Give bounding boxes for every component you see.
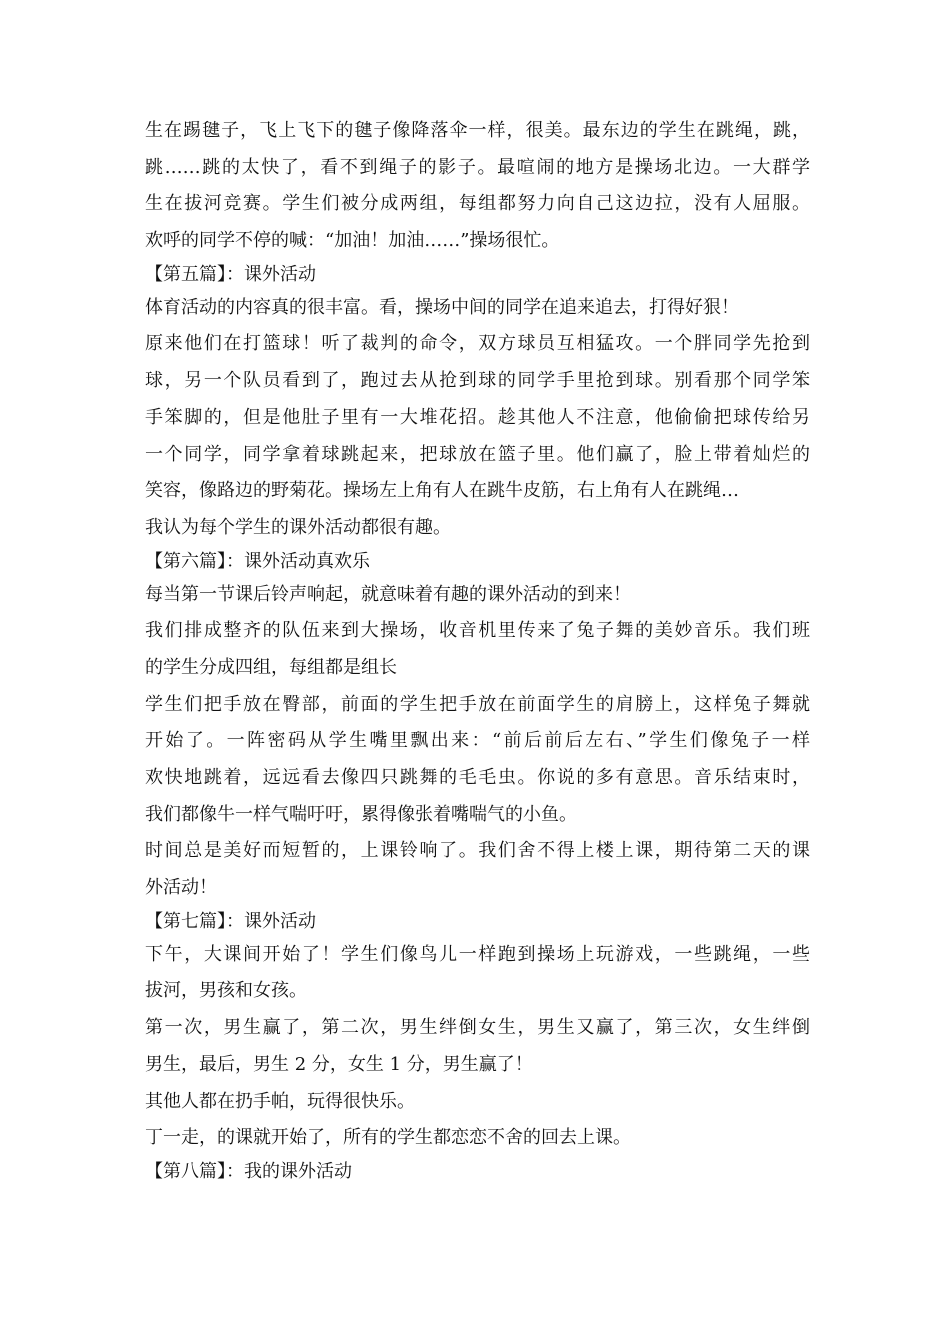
text-line: 外活动！ [145, 877, 217, 899]
text-line: 我们都像牛一样气喘吁吁，累得像张着嘴喘气的小鱼。 [145, 803, 577, 825]
text-line: 开始了。一阵密码从学生嘴里飘出来：“前后前后左右、”学生们像兔子一样 [145, 730, 810, 752]
text-line: 跳……跳的太快了，看不到绳子的影子。最喧闹的地方是操场北边。一大群学 [145, 156, 810, 178]
text-line: 丁一走，的课就开始了，所有的学生都恋恋不舍的回去上课。 [145, 1127, 631, 1149]
text-line: 我们排成整齐的队伍来到大操场，收音机里传来了兔子舞的美妙音乐。我们班 [145, 620, 810, 642]
section-heading: 【第七篇】：课外活动 [145, 910, 316, 932]
text-line: 体育活动的内容真的很丰富。看，操场中间的同学在追来追去，打得好狠！ [145, 296, 739, 318]
text-line: 原来他们在打篮球！听了裁判的命令，双方球员互相猛攻。一个胖同学先抢到 [145, 333, 810, 355]
text-line: 的学生分成四组，每组都是组长 [145, 656, 397, 678]
text-line: 其他人都在扔手帕，玩得很快乐。 [145, 1090, 415, 1112]
document-body [145, 113, 810, 1187]
text-line: 我认为每个学生的课外活动都很有趣。 [145, 516, 451, 538]
section-heading: 【第六篇】：课外活动真欢乐 [145, 550, 370, 572]
text-line: 每当第一节课后铃声响起，就意味着有趣的课外活动的到来！ [145, 583, 631, 605]
section-heading: 【第八篇】：我的课外活动 [145, 1160, 352, 1182]
text-line: 男生，最后，男生 2 分，女生 1 分，男生赢了！ [145, 1053, 533, 1075]
text-line: 生在拔河竞赛。学生们被分成两组，每组都努力向自己这边拉，没有人屈服。 [145, 193, 810, 215]
text-line: 手笨脚的，但是他肚子里有一大堆花招。趁其他人不注意，他偷偷把球传给另 [145, 406, 810, 428]
text-line: 欢快地跳着，远远看去像四只跳舞的毛毛虫。你说的多有意思。音乐结束时， [145, 767, 810, 788]
text-line: 笑容，像路边的野菊花。操场左上角有人在跳牛皮筋，右上角有人在跳绳… [145, 480, 739, 502]
text-line: 第一次，男生赢了，第二次，男生绊倒女生，男生又赢了，第三次，女生绊倒 [145, 1017, 810, 1039]
text-line: 学生们把手放在臀部，前面的学生把手放在前面学生的肩膀上，这样兔子舞就 [145, 693, 810, 715]
text-line: 欢呼的同学不停的喊：“加油！加油……”操场很忙。 [145, 230, 560, 252]
section-heading: 【第五篇】：课外活动 [145, 263, 316, 285]
text-line: 下午，大课间开始了！学生们像鸟儿一样跑到操场上玩游戏，一些跳绳，一些 [145, 943, 810, 965]
text-line: 拔河，男孩和女孩。 [145, 980, 307, 1002]
text-line: 球，另一个队员看到了，跑过去从抢到球的同学手里抢到球。别看那个同学笨 [145, 370, 810, 392]
text-line: 时间总是美好而短暂的，上课铃响了。我们舍不得上楼上课，期待第二天的课 [145, 840, 810, 862]
text-line: 一个同学，同学拿着球跳起来，把球放在篮子里。他们赢了，脸上带着灿烂的 [145, 443, 810, 465]
text-line: 生在踢毽子，飞上飞下的毽子像降落伞一样，很美。最东边的学生在跳绳，跳， [145, 120, 810, 141]
